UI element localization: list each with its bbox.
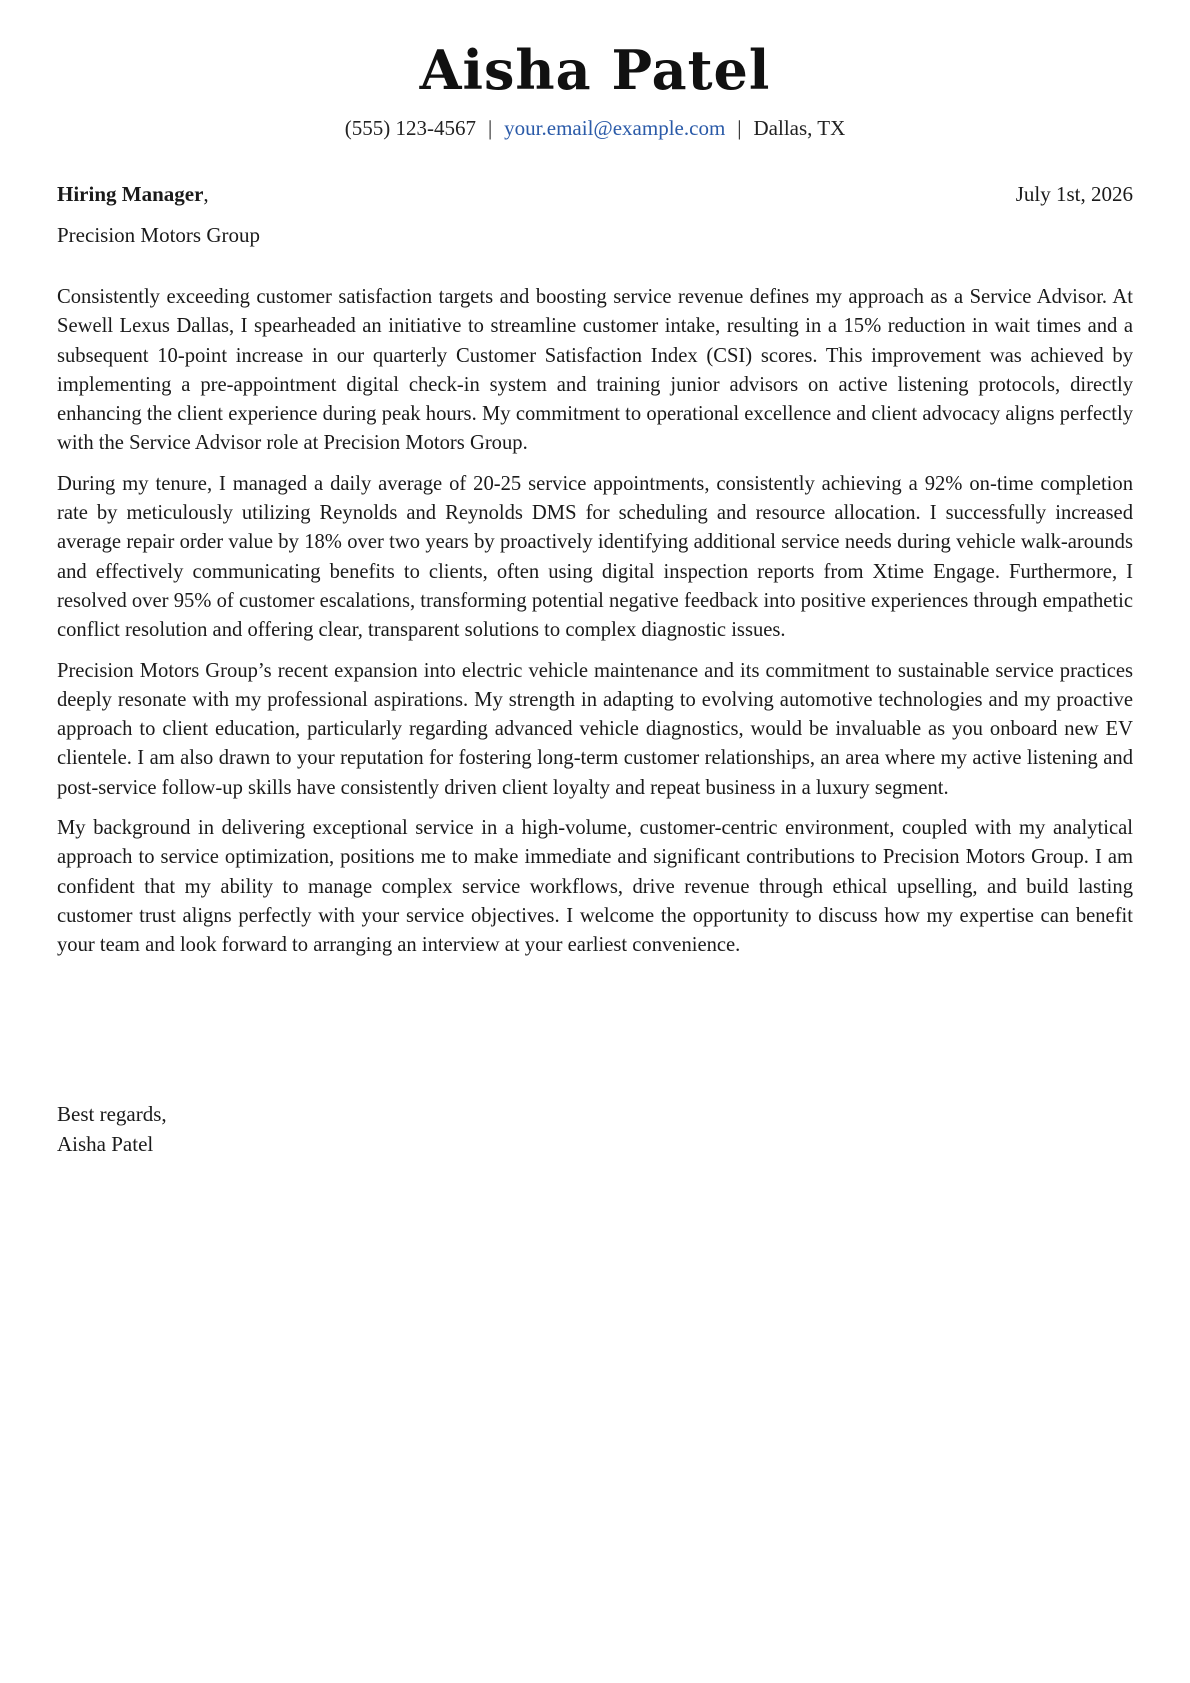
closing-salutation: Best regards, xyxy=(57,1102,167,1126)
body-paragraph: Consistently exceeding customer satisfaction targets and boosting service revenue defines my approach as a Service Advisor. At Sewell Lexus Dallas, I spearheaded an initiative to streamline customer intake, resulting in a 15% reduction in wait times and a subsequent 10-point increase in our quarterly Customer Satisfaction Index (CSI) scores. This improvement was achieved by implementing a pre-appointment digital check-in system and training junior advisors on active listening protocols, directly enhancing the client experience during peak hours. My commitment to operational excellence and client advocacy aligns perfectly with the Service Advisor role at Precision Motors Group. xyxy=(57,286,1133,455)
body-paragraph: My background in delivering exceptional service in a high-volume, customer-centric environment, coupled with my analytical approach to service optimization, positions me to make immediate and significant contributions to Precision Motors Group. I am confident that my ability to manage complex service workflows, drive revenue through ethical upselling, and build lasting customer trust aligns perfectly with your service objectives. I welcome the opportunity to discuss how my expertise can benefit your team and look forward to arranging an interview at your earliest convenience. xyxy=(57,817,1133,957)
phone-number: (555) 123-4567 xyxy=(344,116,476,140)
contact-separator: | xyxy=(487,116,493,140)
recipient-greeting xyxy=(57,179,209,209)
recipient-title-suffix: , xyxy=(203,182,209,206)
contact-separator: | xyxy=(737,116,742,140)
body-paragraph: Precision Motors Group’s recent expansion into electric vehicle maintenance and its commitment to sustainable service practices deeply resonate with my professional aspirations. My strength in adapting to evolving automotive technologies and my proactive approach to client education, particularly regarding advanced vehicle diagnostics, would be invaluable as you onboard new EV clientele. I am also drawn to your reputation for fostering long-term customer relationships, an area where my active listening and post-service follow-up skills have consistently driven client loyalty and repeat business in a luxury segment. xyxy=(57,659,1133,799)
email-link[interactable]: your.email@example.com xyxy=(504,116,726,140)
body-paragraph: During my tenure, I managed a daily average of 20-25 service appointments, consistently achieving a 92% on-time completion rate by meticulously utilizing Reynolds and Reynolds DMS for scheduling and resource allocation. I successfully increased average repair order value by 18% over two years by proactively identifying additional service needs during vehicle walk-arounds and effectively communicating benefits to clients, often using digital inspection reports from Xtime Engage. Furthermore, I resolved over 95% of customer escalations, transforming potential negative feedback into positive experiences through empathetic conflict resolution and offering clear, transparent solutions to complex diagnostic issues. xyxy=(57,472,1133,642)
recipient-company: Precision Motors Group xyxy=(57,223,260,247)
letter-date: July 1st, 2026 xyxy=(1015,182,1133,206)
letter-closing xyxy=(57,1099,167,1159)
recipient-title: Hiring Manager xyxy=(57,182,204,206)
contact-line xyxy=(0,113,1190,143)
applicant-name: Aisha Patel xyxy=(419,38,771,102)
location: Dallas, TX xyxy=(753,116,846,140)
letter-body xyxy=(57,283,1133,972)
closing-signature: Aisha Patel xyxy=(57,1132,154,1156)
